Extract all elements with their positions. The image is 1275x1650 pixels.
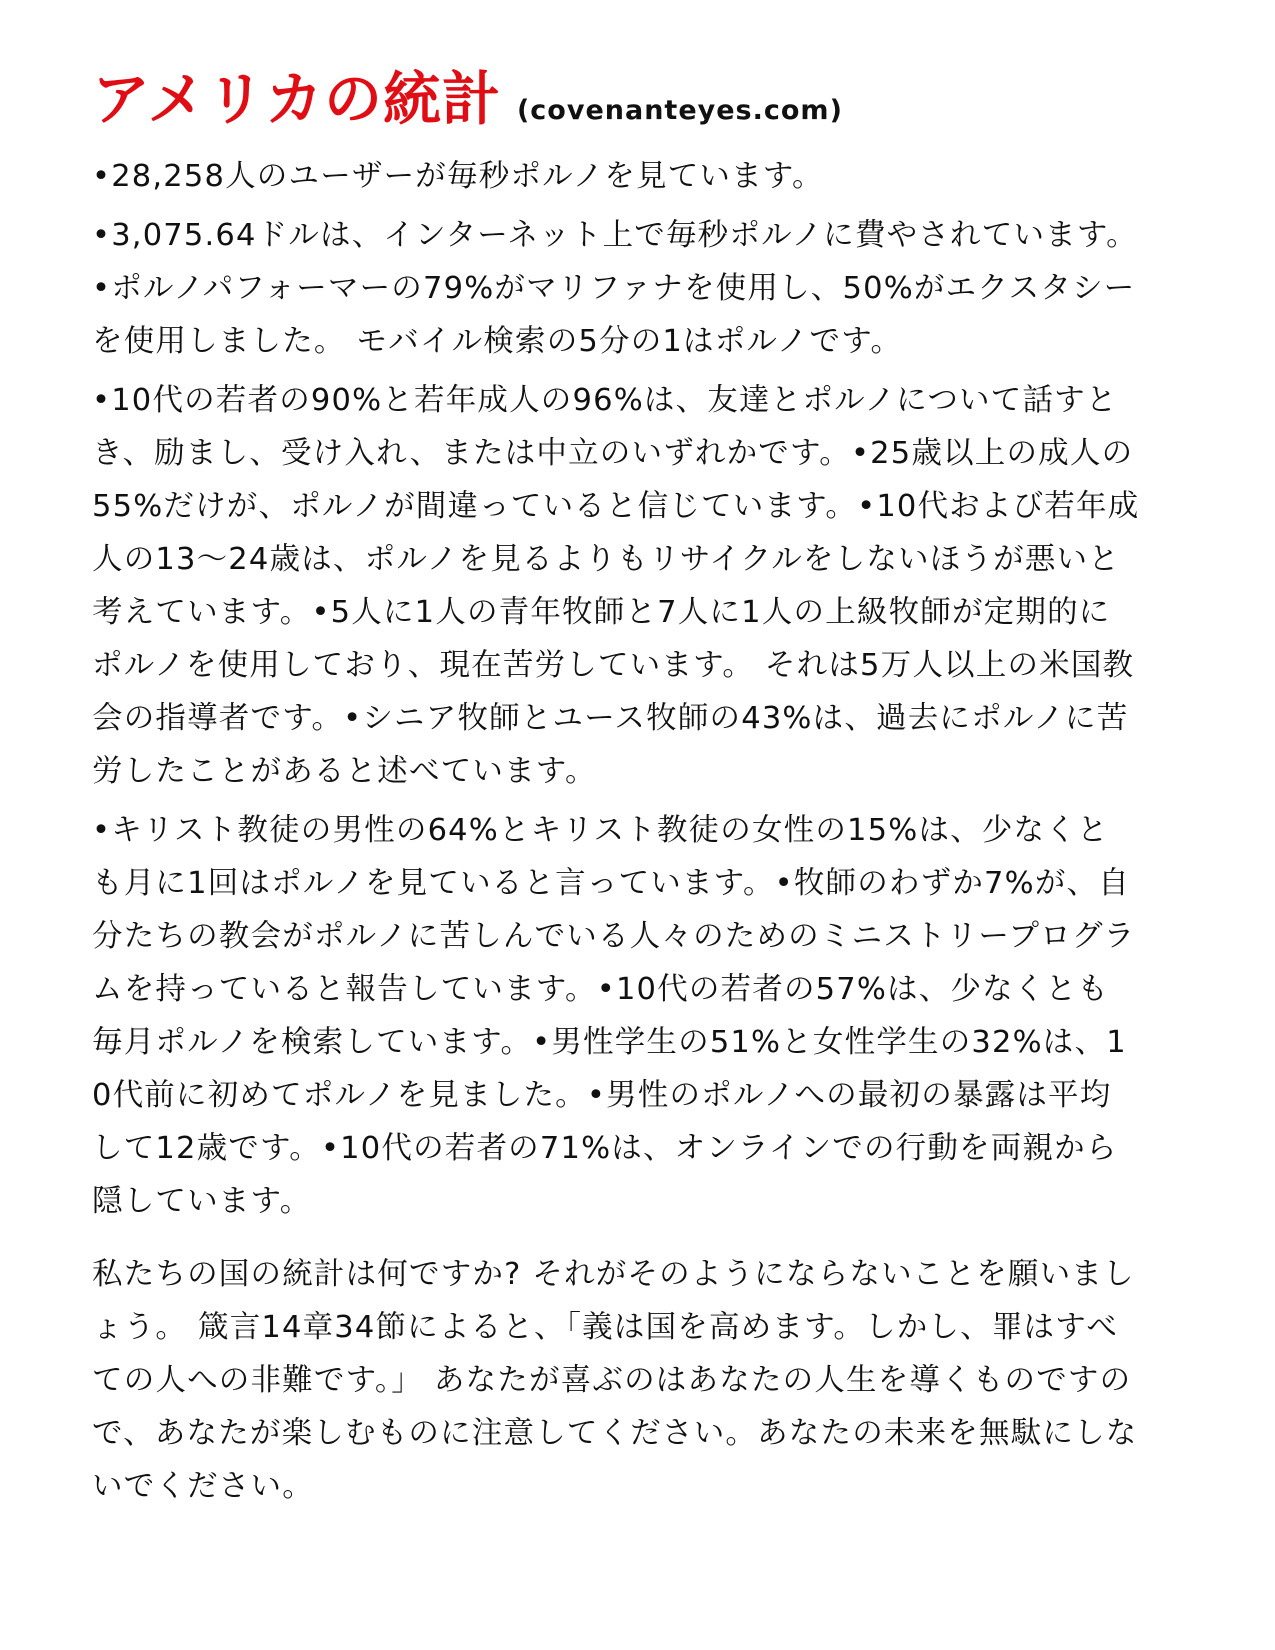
page-title: アメリカの統計 xyxy=(92,65,501,133)
source-label: (covenanteyes.com) xyxy=(516,95,843,126)
paragraph-stat-christians: •キリスト教徒の男性の64%とキリスト教徒の女性の15%は、少なくとも月に1回はポルノを見ていると言っています。•牧師のわずか7%が、自分たちの教会がポルノに苦しんでいる人々のためのミニストリープログラムを持っていると報告しています。•10代の若者の57%は、少なくとも毎月ポルノを検索しています。•男性学生の51%と女性学生の32%は、10代前に初めてポルノを見ました。•男性のポルノへの最初の暴露は平均して12歳です。•10代の若者の71%は、オンラインでの行動を両親から隠しています。 xyxy=(92,813,1136,1219)
header xyxy=(92,65,1140,152)
paragraph-stat-youth: •10代の若者の90%と若年成人の96%は、友達とポルノについて話すとき、励まし、受け入れ、または中立のいずれかです。•25歳以上の成人の55%だけが、ポルノが間違っていると信じています。•10代および若年成人の13〜24歳は、ポルノを見るよりもリサイクルをしないほうが悪いと考えています。•5人に1人の青年牧師と7人に1人の上級牧師が定期的にポルノを使用しており、現在苦労しています。 それは5万人以上の米国教会の指導者です。•シニア牧師とユース牧師の43%は、過去にポルノに苦労したことがあると述べています。 xyxy=(92,383,1140,789)
paragraph-closing: 私たちの国の統計は何ですか? それがそのようにならないことを願いましょう。 箴言14章34節によると、「義は国を高めます。しかし、罪はすべての人への非難です。」 あなたが喜ぶのはあなたの人生を導くものですので、あなたが楽しむものに注意してください。あなたの未来を無駄にしないでください。 xyxy=(92,1257,1138,1504)
paragraph-stat-spending: •3,075.64ドルは、インターネット上で毎秒ポルノに費やされています。•ポルノパフォーマーの79%がマリファナを使用し、50%がエクスタシーを使用しました。 モバイル検索の5分の1はポルノです。 xyxy=(92,218,1138,359)
paragraph-stat-users: •28,258人のユーザーが毎秒ポルノを見ています。 xyxy=(92,159,824,194)
